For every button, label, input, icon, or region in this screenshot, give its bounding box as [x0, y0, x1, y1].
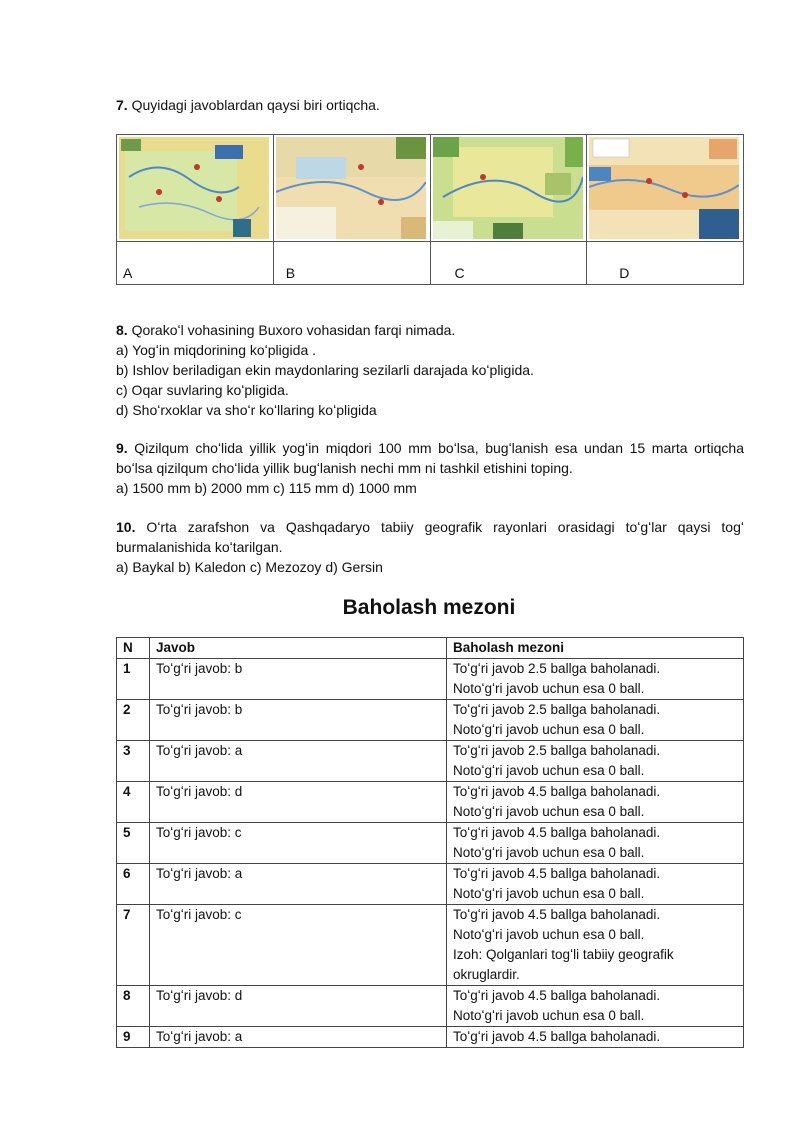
- criteria-line: Izoh: Qolganlari togʻli tabiiy geografik: [453, 947, 674, 962]
- option-b: b) Ishlov beriladigan ekin maydonlaring sezilarli darajada koʻpligida.: [116, 362, 534, 378]
- row-criteria: [447, 905, 744, 986]
- question-options: a) Baykal b) Kaledon c) Mezozoy d) Gersin: [116, 559, 383, 575]
- scoring-table: [116, 637, 744, 1048]
- question-text: Quyidagi javoblardan qaysi biri ortiqcha.: [127, 97, 380, 113]
- table-row: [117, 1027, 744, 1048]
- table-row: [117, 823, 744, 864]
- table-row: [117, 905, 744, 986]
- question-text: Qorakoʻl vohasining Buxoro vohasidan farqi nimada.: [127, 322, 456, 338]
- row-number: 4: [117, 782, 150, 823]
- table-row: [117, 700, 744, 741]
- map-image-d: [589, 137, 739, 239]
- criteria-line: Toʻgʻri javob 2.5 ballga baholanadi.: [453, 661, 661, 676]
- row-criteria: [447, 741, 744, 782]
- map-label-c: C: [430, 242, 587, 285]
- row-criteria: [447, 700, 744, 741]
- section-title: Baholash mezoni: [342, 596, 516, 619]
- question-7: [116, 95, 744, 115]
- row-criteria: [447, 986, 744, 1027]
- map-image-a: [119, 137, 269, 239]
- row-number: 9: [117, 1027, 150, 1048]
- option-c: c) Oqar suvlaring koʻpligida.: [116, 382, 289, 398]
- table-row: [117, 986, 744, 1027]
- row-criteria: [447, 659, 744, 700]
- row-number: 3: [117, 741, 150, 782]
- map-cell-c: [430, 135, 587, 242]
- map-label-d: D: [587, 242, 744, 285]
- row-number: 8: [117, 986, 150, 1027]
- table-header-row: [117, 638, 744, 659]
- row-number: 2: [117, 700, 150, 741]
- criteria-line: okruglardir.: [453, 967, 520, 982]
- criteria-line: Toʻgʻri javob 2.5 ballga baholanadi.: [453, 702, 661, 717]
- map-label-b: B: [273, 242, 430, 285]
- criteria-line: Toʻgʻri javob 2.5 ballga baholanadi.: [453, 743, 661, 758]
- row-answer: Toʻgʻri javob: c: [150, 823, 447, 864]
- row-number: 7: [117, 905, 150, 986]
- map-label-a: A: [117, 242, 274, 285]
- option-d: d) Shoʻrxoklar va shoʻr koʻllaring koʻpligida: [116, 402, 377, 418]
- row-criteria: [447, 864, 744, 905]
- criteria-line: Notoʻgʻri javob uchun esa 0 ball.: [453, 1008, 645, 1023]
- question-options: a) 1500 mm b) 2000 mm c) 115 mm d) 1000 mm: [116, 480, 417, 496]
- question-text: Qizilqum choʻlida yillik yogʻin miqdori 100 mm boʻlsa, bugʻlanish esa undan 15 marta ortiqcha boʻlsa qizilqum choʻlida yillik bugʻlanish nechi mm ni tashkil etishini toping.: [116, 440, 744, 476]
- criteria-line: Notoʻgʻri javob uchun esa 0 ball.: [453, 681, 645, 696]
- header-n: N: [117, 638, 150, 659]
- table-body: [117, 659, 744, 1048]
- criteria-line: Toʻgʻri javob 4.5 ballga baholanadi.: [453, 825, 661, 840]
- criteria-line: Notoʻgʻri javob uchun esa 0 ball.: [453, 763, 645, 778]
- row-answer: Toʻgʻri javob: b: [150, 659, 447, 700]
- map-image-c: [433, 137, 583, 239]
- question-number: 7.: [116, 97, 128, 113]
- criteria-line: Toʻgʻri javob 4.5 ballga baholanadi.: [453, 1029, 661, 1044]
- row-answer: Toʻgʻri javob: a: [150, 1027, 447, 1048]
- row-number: 1: [117, 659, 150, 700]
- map-cell-a: [117, 135, 274, 242]
- question-8: [116, 320, 744, 420]
- criteria-line: Toʻgʻri javob 4.5 ballga baholanadi.: [453, 866, 661, 881]
- map-options-table: [116, 134, 744, 285]
- criteria-line: Notoʻgʻri javob uchun esa 0 ball.: [453, 927, 645, 942]
- question-number: 8.: [116, 322, 128, 338]
- criteria-line: Notoʻgʻri javob uchun esa 0 ball.: [453, 845, 645, 860]
- question-10: [116, 517, 744, 577]
- criteria-line: Toʻgʻri javob 4.5 ballga baholanadi.: [453, 907, 661, 922]
- row-number: 5: [117, 823, 150, 864]
- criteria-line: Toʻgʻri javob 4.5 ballga baholanadi.: [453, 784, 661, 799]
- map-image-b: [276, 137, 426, 239]
- question-number: 9.: [116, 440, 128, 456]
- row-criteria: [447, 1027, 744, 1048]
- question-number: 10.: [116, 519, 136, 535]
- table-row: [117, 864, 744, 905]
- row-answer: Toʻgʻri javob: c: [150, 905, 447, 986]
- option-a: a) Yogʻin miqdorining koʻpligida .: [116, 342, 317, 358]
- table-row: [117, 741, 744, 782]
- row-number: 6: [117, 864, 150, 905]
- row-answer: Toʻgʻri javob: b: [150, 700, 447, 741]
- criteria-line: Toʻgʻri javob 4.5 ballga baholanadi.: [453, 988, 661, 1003]
- question-text: Oʻrta zarafshon va Qashqadaryo tabiiy geografik rayonlari orasidagi toʻgʻlar qaysi togʻ burmalanishida koʻtarilgan.: [116, 519, 744, 555]
- table-row: [117, 659, 744, 700]
- row-answer: Toʻgʻri javob: a: [150, 741, 447, 782]
- row-criteria: [447, 782, 744, 823]
- question-9: [116, 438, 744, 498]
- row-answer: Toʻgʻri javob: d: [150, 986, 447, 1027]
- criteria-line: Notoʻgʻri javob uchun esa 0 ball.: [453, 804, 645, 819]
- table-row: [117, 782, 744, 823]
- row-answer: Toʻgʻri javob: a: [150, 864, 447, 905]
- header-criteria: Baholash mezoni: [447, 638, 744, 659]
- criteria-line: Notoʻgʻri javob uchun esa 0 ball.: [453, 886, 645, 901]
- row-criteria: [447, 823, 744, 864]
- header-answer: Javob: [150, 638, 447, 659]
- criteria-line: Notoʻgʻri javob uchun esa 0 ball.: [453, 722, 645, 737]
- map-cell-b: [273, 135, 430, 242]
- map-cell-d: [587, 135, 744, 242]
- row-answer: Toʻgʻri javob: d: [150, 782, 447, 823]
